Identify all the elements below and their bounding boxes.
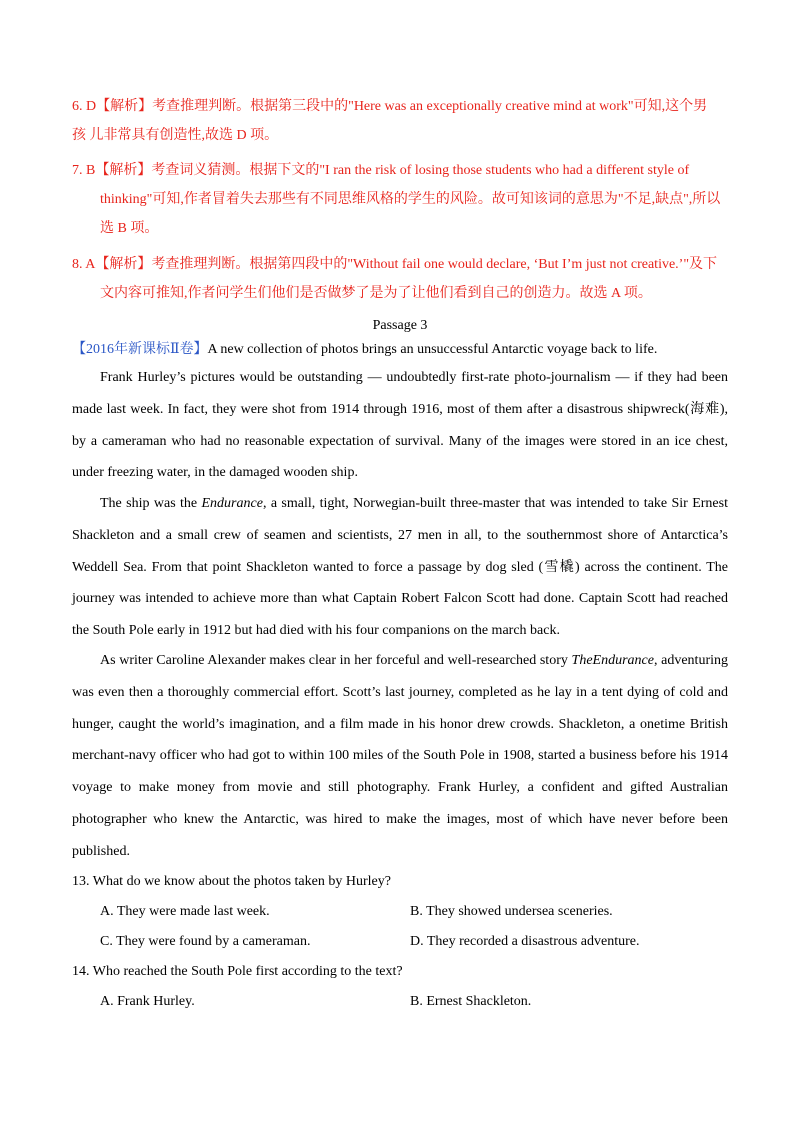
source-tag: 【2016年新课标Ⅱ卷】 (72, 342, 208, 357)
answer-7 (72, 156, 732, 243)
question-13-option-b: B. They showed undersea sceneries. (410, 904, 613, 919)
answer-6 (72, 92, 732, 150)
answer-8-line1: 8. A【解析】考查推理判断。根据第四段中的"Without fail one would declare, ‘But I’m just not creative.’"及下 (72, 257, 718, 272)
paragraph-3-text-b: , adventuring was even then a thoroughly commercial effort. Scott’s last journey, completed as he lay in a tent dying of cold and hunger, caught the world’s imagination, and a film made in his honor drew crowds. Shackleton, a onetime British merchant-navy officer who had got to within 100 miles of the South Pole in 1908, started a business before his 1914 voyage to make money from movie and still photography. Frank Hurley, a confident and gifted Australian photographer who knew the Antarctic, was hired to make the images, most of which have never before been published. (72, 653, 729, 859)
passage-title: Passage 3 (372, 318, 428, 333)
passage-paragraph-3 (72, 645, 728, 868)
question-14-option-a: A. Frank Hurley. (100, 994, 195, 1009)
ship-name: Endurance (201, 496, 263, 511)
question-13-stem: 13. What do we know about the photos taken by Hurley? (72, 874, 391, 889)
answer-6-line1: 6. D【解析】考查推理判断。根据第三段中的"Here was an exceptionally creative mind at work"可知,这个男 (72, 99, 708, 114)
answer-8 (72, 250, 732, 308)
answer-7-line3: 选 B 项。 (100, 221, 159, 236)
question-13-option-c: C. They were found by a cameraman. (100, 934, 311, 949)
question-13-option-d: D. They recorded a disastrous adventure. (410, 934, 640, 949)
answer-7-line1: 7. B【解析】考查词义猜测。根据下文的"I ran the risk of losing those students who had a different style of (72, 163, 690, 178)
passage-paragraph-1: Frank Hurley’s pictures would be outstanding — undoubtedly first-rate photo-journalism — if they had been made last week. In fact, they were shot from 1914 through 1916, most of them after a disastrous shipwreck(海难), by a cameraman who had no reasonable expectation of survival. Many of the images were stored in an ice chest, under freezing water, in the damaged wooden ship. (72, 370, 728, 481)
passage-intro: A new collection of photos brings an unsuccessful Antarctic voyage back to life. (207, 342, 658, 357)
passage-paragraph-2 (72, 488, 728, 647)
book-title: TheEndurance (571, 653, 654, 668)
passage-intro-line (72, 340, 728, 360)
paragraph-2-text-a: The ship was the (100, 496, 202, 511)
answer-8-line2: 文内容可推知,作者问学生们他们是否做梦了是为了让他们看到自己的创造力。故选 A 项。 (100, 286, 652, 301)
answer-6-line2: 孩 儿非常具有创造性,故选 D 项。 (72, 128, 279, 143)
question-13-option-a: A. They were made last week. (100, 904, 270, 919)
question-14-stem: 14. Who reached the South Pole first according to the text? (72, 964, 403, 979)
question-14-option-b: B. Ernest Shackleton. (410, 994, 532, 1009)
paragraph-2-text-b: , a small, tight, Norwegian-built three-master that was intended to take Sir Ernest Shackleton and a small crew of seamen and scientists, 27 men in all, to the southernmost shore of Antarctica’s Weddell Sea. From that point Shackleton wanted to force a passage by dog sled (雪橇) across the continent. The journey was intended to achieve more than what Captain Robert Falcon Scott had done. Captain Scott had reached the South Pole early in 1912 but had died with his four companions on the march back. (72, 496, 728, 639)
paragraph-3-text-a: As writer Caroline Alexander makes clear in her forceful and well-researched story (100, 653, 572, 668)
answer-7-line2: thinking"可知,作者冒着失去那些有不同思维风格的学生的风险。故可知该词的意思为"不足,缺点",所以 (100, 192, 721, 207)
